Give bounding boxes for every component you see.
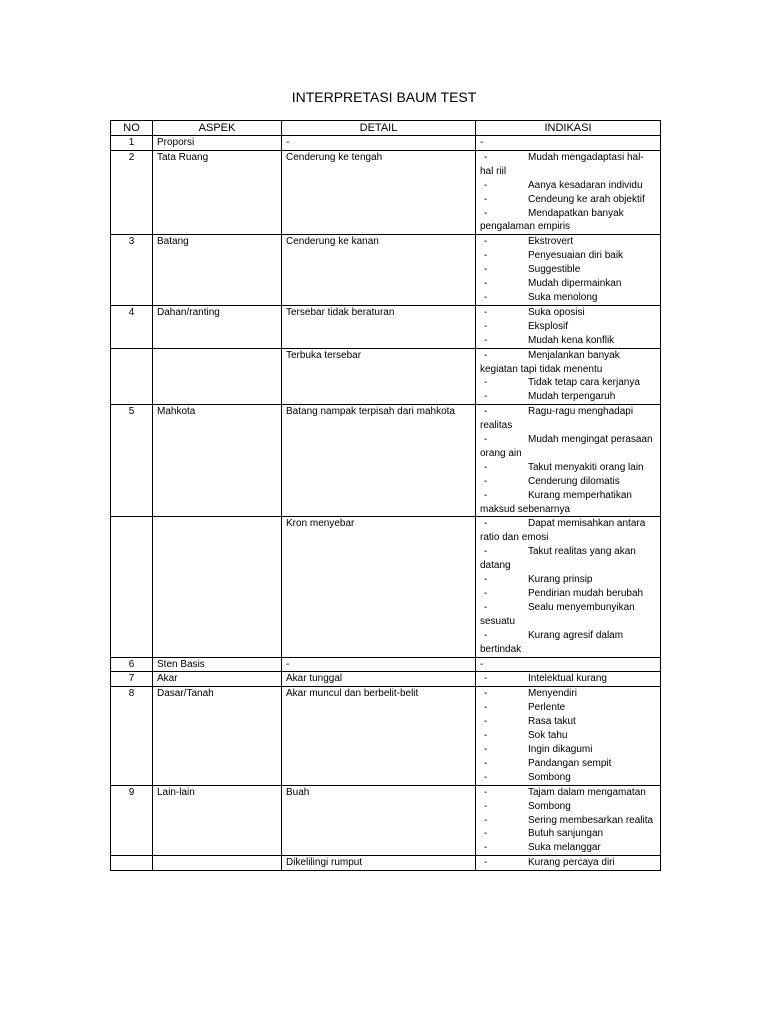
table-header-row	[111, 121, 661, 136]
cell-detail: Buah	[282, 785, 476, 856]
indikasi-item	[480, 235, 656, 249]
cell-indikasi	[476, 672, 661, 687]
indikasi-item	[480, 207, 656, 235]
indikasi-text: Takut realitas yang akan datang	[480, 546, 636, 572]
bullet-dash: -	[484, 434, 488, 446]
indikasi-item	[480, 193, 656, 207]
cell-indikasi	[476, 856, 661, 871]
indikasi-text: Ekstrovert	[528, 236, 574, 248]
cell-aspek	[153, 348, 282, 405]
indikasi-item	[480, 433, 656, 461]
bullet-dash: -	[484, 743, 488, 755]
indikasi-item	[480, 291, 656, 305]
bullet-dash: -	[484, 786, 488, 798]
indikasi-item	[480, 841, 656, 855]
indikasi-item	[480, 743, 656, 757]
indikasi-text: Menyendiri	[528, 688, 577, 700]
indikasi-item	[480, 376, 656, 390]
indikasi-item	[480, 587, 656, 601]
indikasi-item	[480, 461, 656, 475]
header-aspek: ASPEK	[153, 121, 282, 136]
indikasi-dash: -	[480, 658, 484, 670]
document-title: INTERPRETASI BAUM TEST	[291, 89, 477, 105]
indikasi-text: Pandangan sempit	[528, 757, 612, 769]
header-indikasi: INDIKASI	[476, 121, 661, 136]
cell-detail: Akar tunggal	[282, 672, 476, 687]
baum-test-table	[110, 120, 661, 871]
indikasi-text: Sok tahu	[528, 730, 568, 742]
bullet-dash: -	[484, 475, 488, 487]
header-no: NO	[111, 121, 153, 136]
bullet-dash: -	[484, 391, 488, 403]
bullet-dash: -	[484, 334, 488, 346]
indikasi-item	[480, 475, 656, 489]
indikasi-item	[480, 800, 656, 814]
indikasi-dash: -	[480, 137, 484, 148]
indikasi-item	[480, 517, 656, 545]
indikasi-item	[480, 672, 656, 686]
bullet-dash: -	[484, 291, 488, 303]
table-row	[111, 785, 661, 856]
cell-indikasi	[476, 785, 661, 856]
bullet-dash: -	[484, 179, 488, 191]
cell-indikasi	[476, 517, 661, 657]
bullet-dash: -	[484, 702, 488, 714]
cell-detail: Cenderung ke tengah	[282, 150, 476, 234]
indikasi-item	[480, 771, 656, 785]
table-row	[111, 687, 661, 785]
indikasi-text: Tajam dalam mengamatan	[528, 786, 646, 798]
cell-no: 2	[111, 150, 153, 234]
indikasi-text: Ragu-ragu menghadapi realitas	[480, 406, 634, 432]
indikasi-text: Penyesuaian diri baik	[528, 250, 624, 262]
indikasi-text: Eksplosif	[528, 320, 569, 332]
indikasi-text: Tidak tetap cara kerjanya	[528, 377, 640, 389]
cell-indikasi	[476, 136, 661, 151]
indikasi-item	[480, 334, 656, 348]
bullet-dash: -	[484, 730, 488, 742]
indikasi-item	[480, 405, 656, 433]
indikasi-item	[480, 757, 656, 771]
cell-aspek: Proporsi	[153, 136, 282, 151]
bullet-dash: -	[484, 278, 488, 290]
indikasi-item	[480, 277, 656, 291]
cell-detail: Cenderung ke kanan	[282, 235, 476, 306]
bullet-dash: -	[484, 264, 488, 276]
indikasi-text: Perlente	[528, 702, 566, 714]
indikasi-text: Ingin dikagumi	[528, 743, 593, 755]
cell-no: 5	[111, 405, 153, 517]
cell-indikasi	[476, 405, 661, 517]
table-row	[111, 405, 661, 517]
header-detail: DETAIL	[282, 121, 476, 136]
cell-detail: Tersebar tidak beraturan	[282, 305, 476, 348]
indikasi-text: Mendapatkan banyak pengalaman empiris	[480, 207, 624, 233]
table-row	[111, 150, 661, 234]
cell-indikasi	[476, 235, 661, 306]
cell-aspek: Akar	[153, 672, 282, 687]
bullet-dash: -	[484, 193, 488, 205]
indikasi-text: Rasa takut	[528, 716, 576, 728]
indikasi-item	[480, 545, 656, 573]
indikasi-item	[480, 249, 656, 263]
indikasi-item	[480, 701, 656, 715]
bullet-dash: -	[484, 814, 488, 826]
cell-indikasi	[476, 150, 661, 234]
indikasi-text: Sombong	[528, 771, 571, 783]
cell-aspek	[153, 517, 282, 657]
bullet-dash: -	[484, 546, 488, 558]
bullet-dash: -	[484, 320, 488, 332]
indikasi-text: Mudah terpengaruh	[528, 391, 616, 403]
bullet-dash: -	[484, 207, 488, 219]
indikasi-item	[480, 729, 656, 743]
indikasi-text: Sering membesarkan realita	[528, 814, 654, 826]
bullet-dash: -	[484, 250, 488, 262]
bullet-dash: -	[484, 857, 488, 869]
indikasi-text: Aanya kesadaran individu	[528, 179, 643, 191]
indikasi-text: Pendirian mudah berubah	[528, 588, 644, 599]
indikasi-item	[480, 306, 656, 320]
bullet-dash: -	[484, 406, 488, 418]
cell-detail: Dikelilingi rumput	[282, 856, 476, 871]
indikasi-text: Mudah dipermainkan	[528, 278, 622, 290]
bullet-dash: -	[484, 757, 488, 769]
cell-no: 1	[111, 136, 153, 151]
indikasi-item	[480, 786, 656, 800]
cell-detail: Terbuka tersebar	[282, 348, 476, 405]
indikasi-item	[480, 390, 656, 404]
indikasi-text: Sealu menyembunyikan sesuatu	[480, 601, 635, 627]
cell-indikasi	[476, 657, 661, 672]
indikasi-text: Suka oposisi	[528, 306, 585, 318]
indikasi-item	[480, 856, 656, 870]
cell-aspek	[153, 856, 282, 871]
bullet-dash: -	[484, 306, 488, 318]
cell-detail: Batang nampak terpisah dari mahkota	[282, 405, 476, 517]
cell-aspek: Sten Basis	[153, 657, 282, 672]
indikasi-item	[480, 658, 656, 672]
indikasi-item	[480, 814, 656, 828]
indikasi-item	[480, 601, 656, 629]
indikasi-text: Mudah kena konflik	[528, 334, 615, 346]
indikasi-item	[480, 687, 656, 701]
cell-no: 6	[111, 657, 153, 672]
indikasi-item	[480, 349, 656, 377]
cell-aspek: Dahan/ranting	[153, 305, 282, 348]
cell-no: 7	[111, 672, 153, 687]
indikasi-text: Mudah mengadaptasi hal-hal riil	[480, 151, 644, 177]
indikasi-text: Suka menolong	[528, 291, 598, 303]
indikasi-item	[480, 151, 656, 179]
indikasi-text: Intelektual kurang	[528, 673, 607, 685]
table-row	[111, 672, 661, 687]
indikasi-text: Dapat memisahkan antara ratio dan emosi	[480, 518, 646, 544]
cell-indikasi	[476, 305, 661, 348]
indikasi-item	[480, 179, 656, 193]
table-body	[111, 136, 661, 871]
cell-no: 9	[111, 785, 153, 856]
bullet-dash: -	[484, 771, 488, 783]
table-row	[111, 136, 661, 151]
cell-no: 3	[111, 235, 153, 306]
bullet-dash: -	[484, 629, 488, 641]
indikasi-text: Menjalankan banyak kegiatan tapi tidak menentu	[480, 349, 620, 375]
cell-no	[111, 348, 153, 405]
bullet-dash: -	[484, 716, 488, 728]
indikasi-item	[480, 263, 656, 277]
indikasi-text: Takut menyakiti orang lain	[528, 461, 644, 473]
indikasi-text: Kurang memperhatikan maksud sebenarnya	[480, 489, 632, 515]
indikasi-text: Kurang percaya diri	[528, 857, 615, 869]
table-row	[111, 856, 661, 871]
cell-aspek: Tata Ruang	[153, 150, 282, 234]
bullet-dash: -	[484, 842, 488, 854]
cell-aspek: Batang	[153, 235, 282, 306]
table-row	[111, 235, 661, 306]
indikasi-item	[480, 629, 656, 657]
bullet-dash: -	[484, 151, 488, 163]
bullet-dash: -	[484, 489, 488, 501]
cell-no	[111, 517, 153, 657]
cell-aspek: Dasar/Tanah	[153, 687, 282, 785]
bullet-dash: -	[484, 574, 488, 586]
table-row	[111, 305, 661, 348]
cell-detail: -	[282, 136, 476, 151]
bullet-dash: -	[484, 377, 488, 389]
indikasi-text: Suka melanggar	[528, 842, 601, 854]
indikasi-text: Kurang prinsip	[528, 574, 593, 586]
cell-detail: Kron menyebar	[282, 517, 476, 657]
cell-aspek: Lain-lain	[153, 785, 282, 856]
cell-indikasi	[476, 687, 661, 785]
cell-detail: -	[282, 657, 476, 672]
bullet-dash: -	[484, 236, 488, 248]
bullet-dash: -	[484, 518, 488, 530]
cell-indikasi	[476, 348, 661, 405]
indikasi-text: Butuh sanjungan	[528, 828, 604, 840]
indikasi-item	[480, 827, 656, 841]
indikasi-item	[480, 715, 656, 729]
indikasi-text: Sombong	[528, 800, 571, 812]
bullet-dash: -	[484, 588, 488, 599]
indikasi-item	[480, 136, 656, 150]
bullet-dash: -	[484, 688, 488, 700]
bullet-dash: -	[484, 828, 488, 840]
cell-aspek: Mahkota	[153, 405, 282, 517]
indikasi-item	[480, 573, 656, 587]
bullet-dash: -	[484, 349, 488, 361]
bullet-dash: -	[484, 800, 488, 812]
bullet-dash: -	[484, 461, 488, 473]
indikasi-text: Cenderung dilomatis	[528, 475, 620, 487]
table-row	[111, 517, 661, 657]
bullet-dash: -	[484, 601, 488, 613]
indikasi-text: Suggestible	[528, 264, 581, 276]
indikasi-item	[480, 489, 656, 517]
table-row	[111, 657, 661, 672]
table-row	[111, 348, 661, 405]
cell-detail: Akar muncul dan berbelit-belit	[282, 687, 476, 785]
cell-no	[111, 856, 153, 871]
bullet-dash: -	[484, 673, 488, 685]
cell-no: 4	[111, 305, 153, 348]
indikasi-text: Mudah mengingat perasaan orang ain	[480, 434, 653, 459]
indikasi-text: Cendeung ke arah objektif	[528, 193, 645, 205]
indikasi-text: Kurang agresif dalam bertindak	[480, 629, 624, 655]
indikasi-item	[480, 320, 656, 334]
cell-no: 8	[111, 687, 153, 785]
